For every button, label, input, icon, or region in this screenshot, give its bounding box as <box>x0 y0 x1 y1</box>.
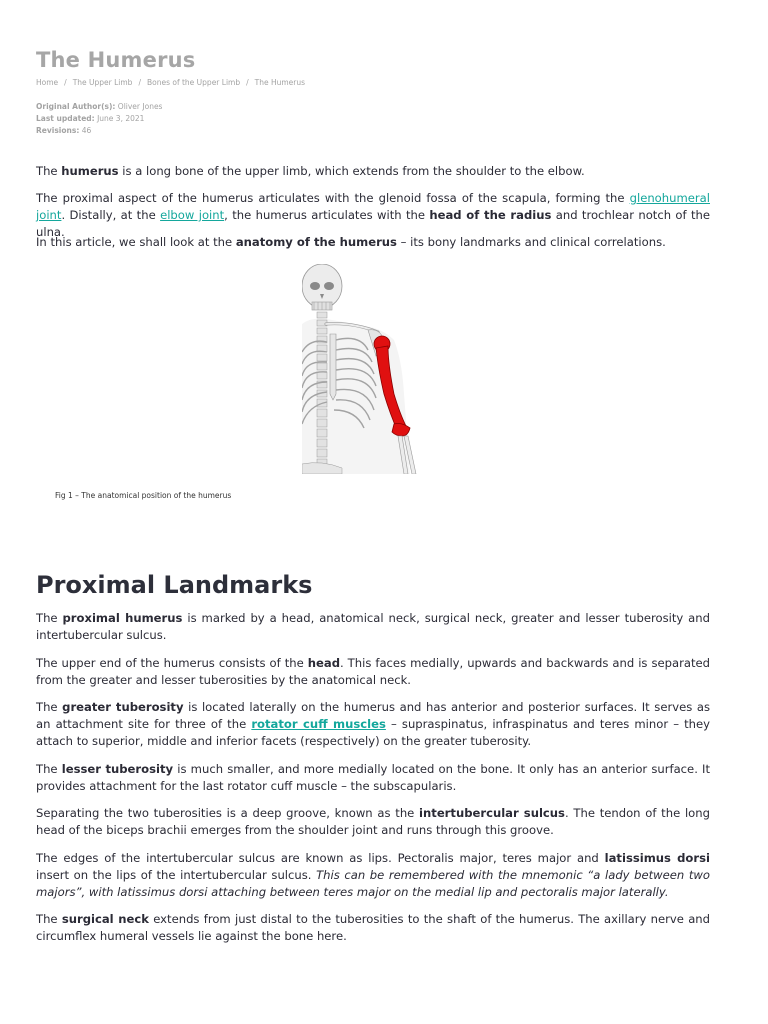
text-run: The <box>36 700 63 714</box>
meta-updated-value: June 3, 2021 <box>97 114 145 123</box>
link-rotator-cuff-muscles[interactable]: rotator cuff muscles <box>251 717 386 731</box>
intro-paragraph-1 <box>36 163 710 180</box>
section-paragraph-7 <box>36 911 710 945</box>
text-run: is much smaller, and more medially located on the bone. It only has an anterior surface. It provides attachment for the last rotator cuff muscle – the subscapularis. <box>36 762 711 793</box>
text-run: – supraspinatus, infraspinatus and teres minor – they attach to superior, middle and inferior facets (respectively) on the greater tuberosity. <box>36 717 710 748</box>
meta-revisions-label: Revisions: <box>36 126 80 135</box>
intro-paragraph-3 <box>36 234 710 251</box>
meta-author <box>36 101 162 113</box>
text-run: Separating the two tuberosities is a deep groove, known as the <box>36 806 420 820</box>
meta-updated-label: Last updated: <box>36 114 95 123</box>
text-run: insert on the lips of the intertubercular sulcus. <box>36 868 317 882</box>
figure-caption: Fig 1 – The anatomical position of the humerus <box>55 491 232 500</box>
emphasis-anatomy: anatomy of the humerus <box>235 235 397 249</box>
text-run: The edges of the intertubercular sulcus are known as lips. Pectoralis major, teres major and <box>36 851 605 865</box>
page-title: The Humerus <box>36 48 196 72</box>
meta-author-value: Oliver Jones <box>117 102 163 111</box>
text-run: The upper end of the humerus consists of the <box>36 656 308 670</box>
text-run: is a long bone of the upper limb, which extends from the shoulder to the elbow. <box>118 164 585 178</box>
text-run: . This faces medially, upwards and backwards and is separated from the greater and lesser tuberosities by the anatomical neck. <box>36 656 710 687</box>
article-meta <box>36 101 162 137</box>
mnemonic-italic: This can be remembered with the mnemonic “a lady between two majors”, with latissimus dorsi attaching between teres major on the medial lip and pectoralis major laterally. <box>36 868 710 899</box>
text-run: In this article, we shall look at the <box>36 235 236 249</box>
text-run: – its bony landmarks and clinical correlations. <box>396 235 666 249</box>
text-run: The proximal aspect of the humerus articulates with the glenoid fossa of the scapula, forming the <box>36 191 630 205</box>
text-run: is marked by a head, anatomical neck, surgical neck, greater and lesser tuberosity and intertubercular sulcus. <box>36 611 710 642</box>
meta-author-label: Original Author(s): <box>36 102 116 111</box>
emphasis-surgical-neck: surgical neck <box>61 912 149 926</box>
section-paragraph-4 <box>36 761 710 795</box>
text-run: extends from just distal to the tuberosities to the shaft of the humerus. The axillary nerve and circumflex humeral vessels lie against the bone here. <box>36 912 711 943</box>
text-run: The <box>36 164 62 178</box>
breadcrumb-bones-upper-limb[interactable]: Bones of the Upper Limb <box>146 78 241 87</box>
breadcrumb <box>36 78 305 87</box>
section-paragraph-6 <box>36 850 710 901</box>
text-run: , the humerus articulates with the <box>224 208 430 222</box>
emphasis-latissimus-dorsi: latissimus dorsi <box>604 851 710 865</box>
humerus-anatomical-figure <box>302 264 424 474</box>
emphasis-head-of-radius: head of the radius <box>429 208 552 222</box>
meta-revisions-value: 46 <box>81 126 92 135</box>
text-run: The <box>36 912 62 926</box>
section-heading: Proximal Landmarks <box>36 571 313 599</box>
breadcrumb-separator: / <box>138 78 141 87</box>
emphasis-humerus: humerus <box>61 164 119 178</box>
text-run: The <box>36 611 63 625</box>
section-paragraph-3 <box>36 699 710 750</box>
text-run: is located laterally on the humerus and has anterior and posterior surfaces. It serves as an attachment site for three of the <box>36 700 711 731</box>
link-glenohumeral-joint[interactable]: glenohumeral joint <box>36 191 710 222</box>
emphasis-head: head <box>307 656 340 670</box>
sternum-icon <box>330 334 336 400</box>
emphasis-greater-tuberosity: greater tuberosity <box>62 700 184 714</box>
emphasis-intertubercular-sulcus: intertubercular sulcus <box>419 806 565 820</box>
emphasis-proximal-humerus: proximal humerus <box>62 611 183 625</box>
section-paragraph-5 <box>36 805 710 839</box>
section-paragraph-1 <box>36 610 710 644</box>
meta-revisions <box>36 125 162 137</box>
breadcrumb-home[interactable]: Home <box>36 78 59 87</box>
link-elbow-joint[interactable]: elbow joint <box>160 208 225 222</box>
text-run: The <box>36 762 62 776</box>
text-run: . Distally, at the <box>61 208 161 222</box>
meta-updated <box>36 113 162 125</box>
text-run: and trochlear notch of the ulna. <box>36 208 710 239</box>
breadcrumb-separator: / <box>246 78 249 87</box>
emphasis-lesser-tuberosity: lesser tuberosity <box>61 762 174 776</box>
text-run: . The tendon of the long head of the biceps brachii emerges from the shoulder joint and runs through this groove. <box>36 806 710 837</box>
breadcrumb-separator: / <box>64 78 67 87</box>
breadcrumb-current[interactable]: The Humerus <box>254 78 306 87</box>
breadcrumb-upper-limb[interactable]: The Upper Limb <box>72 78 133 87</box>
section-paragraph-2 <box>36 655 710 689</box>
